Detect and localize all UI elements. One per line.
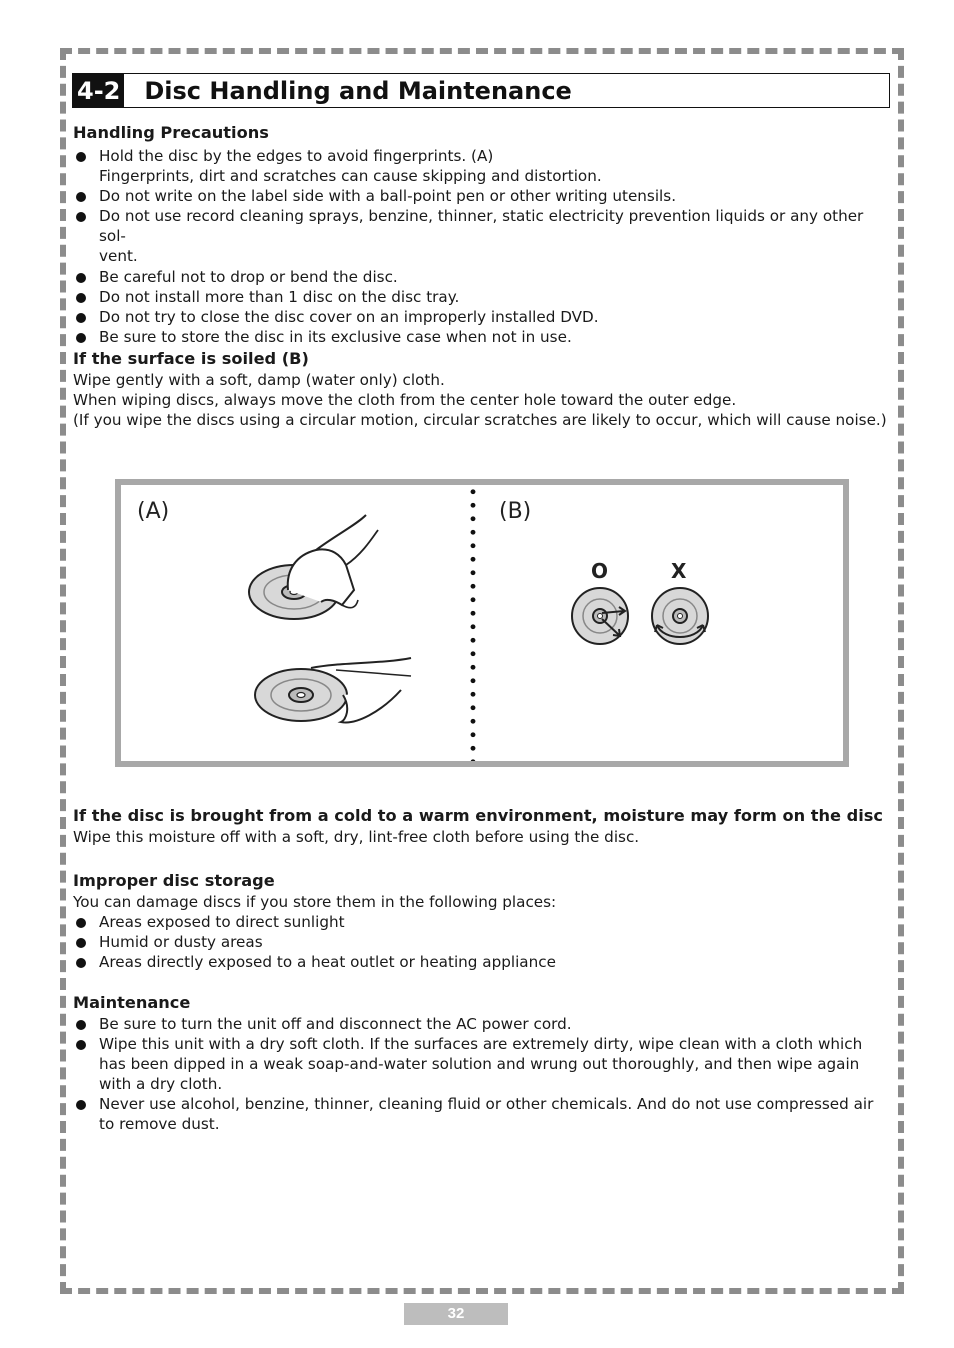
- list-item: Be sure to store the disc in its exclusive case when not in use.: [73, 327, 893, 347]
- soiled-line: (If you wipe the discs using a circular motion, circular scratches are likely to occur, which will cause noise.): [73, 411, 887, 430]
- list-item: Areas directly exposed to a heat outlet or heating appliance: [73, 952, 893, 972]
- section-number: 4-2: [73, 74, 124, 107]
- handling-heading: Handling Precautions: [73, 123, 269, 142]
- list-item-text: Hold the disc by the edges to avoid fingerprints. (A): [99, 147, 494, 165]
- list-item-text: Fingerprints, dirt and scratches can cause skipping and distortion.: [99, 167, 602, 186]
- page-number: 32: [404, 1303, 508, 1325]
- list-item: Do not try to close the disc cover on an improperly installed DVD.: [73, 307, 893, 327]
- storage-heading: Improper disc storage: [73, 871, 275, 890]
- maintenance-list: [73, 1014, 893, 1135]
- hand-holding-disc-icon: [246, 510, 396, 625]
- figure-divider: [470, 485, 476, 761]
- maintenance-heading: Maintenance: [73, 993, 191, 1012]
- disc-radial-wipe-icon: [569, 585, 633, 649]
- handling-list: [73, 146, 893, 347]
- moisture-section: [73, 805, 893, 847]
- moisture-text: Wipe this moisture off with a soft, dry, lint-free cloth before using the disc.: [73, 828, 640, 846]
- handling-section: [73, 122, 893, 347]
- soiled-section: [73, 348, 893, 430]
- list-item: Do not install more than 1 disc on the disc tray.: [73, 287, 893, 307]
- list-item: Be sure to turn the unit off and disconnect the AC power cord.: [73, 1014, 893, 1034]
- storage-list: [73, 912, 893, 972]
- list-item: Humid or dusty areas: [73, 932, 893, 952]
- list-item: Areas exposed to direct sunlight: [73, 912, 893, 932]
- figure-label-a: (A): [137, 499, 170, 524]
- list-item: Do not use record cleaning sprays, benzine, thinner, static electricity prevention liquids or any other sol- vent.: [73, 206, 893, 266]
- moisture-heading: If the disc is brought from a cold to a warm environment, moisture may form on the disc: [73, 806, 884, 825]
- hand-supporting-disc-icon: [251, 650, 421, 735]
- incorrect-mark: X: [671, 559, 687, 583]
- figure-label-b: (B): [499, 499, 532, 524]
- section-title: [72, 73, 890, 108]
- page-title: Disc Handling and Maintenance: [144, 76, 572, 105]
- list-item: Never use alcohol, benzine, thinner, cleaning fluid or other chemicals. And do not use compressed air to remove dust.: [73, 1094, 893, 1134]
- list-item: Do not write on the label side with a ball-point pen or other writing utensils.: [73, 186, 893, 206]
- list-item: [73, 146, 893, 186]
- soiled-heading: If the surface is soiled (B): [73, 349, 309, 368]
- list-item: Be careful not to drop or bend the disc.: [73, 267, 893, 287]
- maintenance-section: [73, 992, 893, 1135]
- correct-mark: O: [591, 559, 609, 583]
- storage-intro: You can damage discs if you store them in the following places:: [73, 893, 557, 911]
- disc-handling-figure: [115, 479, 849, 767]
- soiled-line: When wiping discs, always move the cloth from the center hole toward the outer edge.: [73, 391, 737, 410]
- disc-circular-wipe-icon: [649, 585, 713, 649]
- storage-section: [73, 870, 893, 972]
- list-item: Wipe this unit with a dry soft cloth. If the surfaces are extremely dirty, wipe clean with a cloth which has been dipped in a weak soap-and-water solution and wrung out thoroughly, and then wipe again with a dry cloth.: [73, 1034, 893, 1094]
- soiled-line: Wipe gently with a soft, damp (water only) cloth.: [73, 371, 445, 389]
